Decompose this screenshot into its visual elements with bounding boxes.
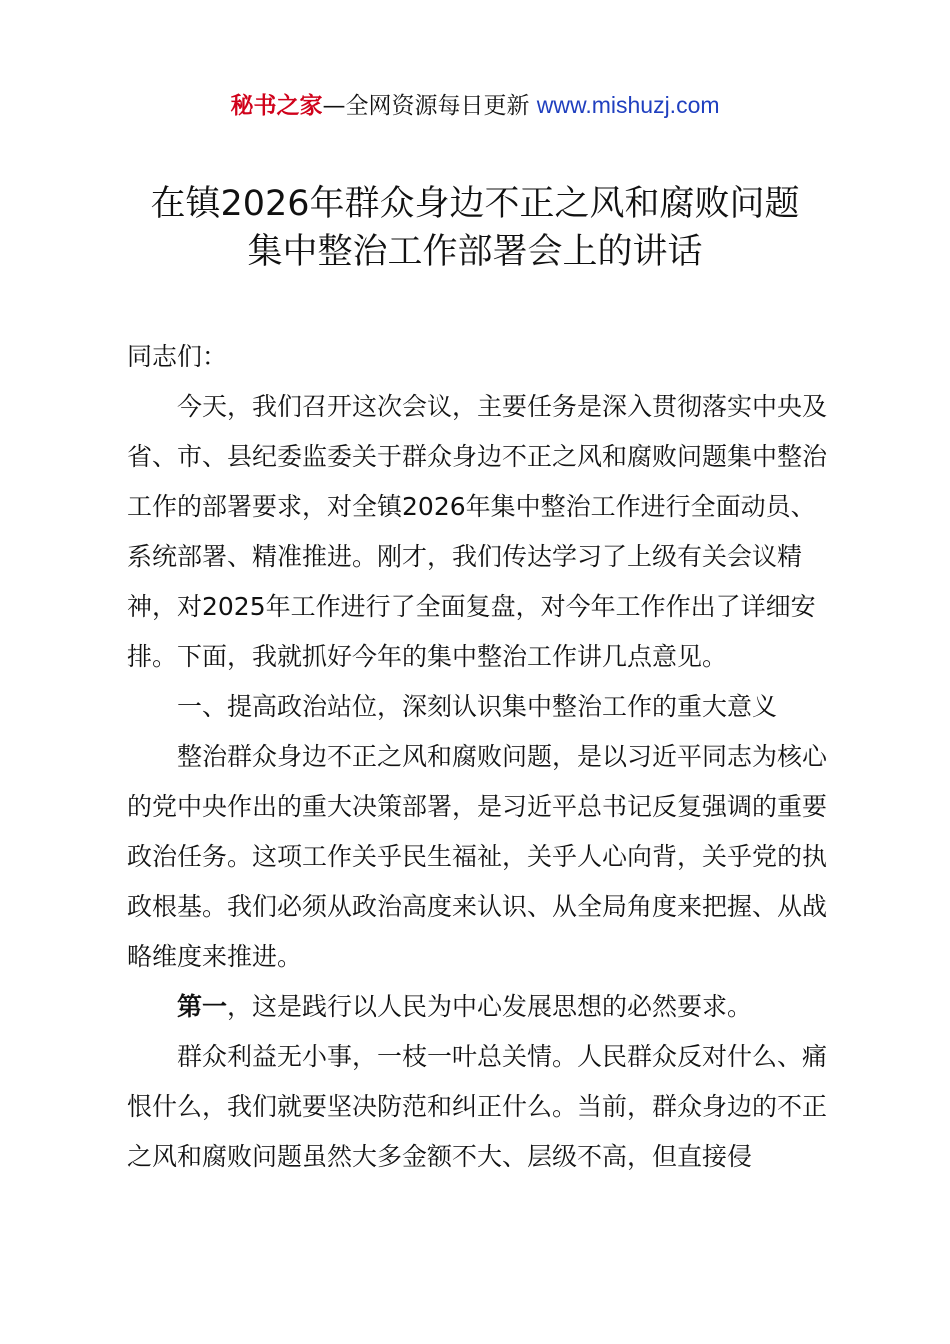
site-header	[0, 88, 950, 123]
title-line-1: 在镇2026年群众身边不正之风和腐败问题	[150, 184, 800, 224]
salutation: 同志们：	[127, 342, 228, 371]
point-1-label: 第一	[177, 992, 228, 1021]
paragraph-people-interest: 群众利益无小事，一枝一叶总关情。人民群众反对什么、痛恨什么，我们就要坚决防范和纠正什么。当前，群众身边的不正之风和腐败问题虽然大多金额不大、层级不高，但直接侵	[127, 1042, 828, 1171]
section-heading-1: 一、提高政治站位，深刻认识集中整治工作的重大意义	[177, 692, 778, 721]
paragraph-intro: 今天，我们召开这次会议，主要任务是深入贯彻落实中央及省、市、县纪委监委关于群众身边不正之风和腐败问题集中整治工作的部署要求，对全镇2026年集中整治工作进行全面动员、系统部署、精准推进。刚才，我们传达学习了上级有关会议精神，对2025年工作进行了全面复盘，对今年工作作出了详细安排。下面，我就抓好今年的集中整治工作讲几点意见。	[127, 392, 828, 671]
site-tagline: —全网资源每日更新	[322, 93, 537, 119]
site-brand: 秘书之家	[230, 93, 323, 119]
site-url-link[interactable]: www.mishuzj.com	[536, 92, 720, 118]
point-1	[127, 982, 833, 1032]
document-body	[127, 332, 833, 1182]
paragraph-significance: 整治群众身边不正之风和腐败问题，是以习近平同志为核心的党中央作出的重大决策部署，是习近平总书记反复强调的重要政治任务。这项工作关乎民生福祉，关乎人心向背，关乎党的执政根基。我们必须从政治高度来认识、从全局角度来把握、从战略维度来推进。	[127, 742, 828, 971]
document-title	[0, 180, 950, 276]
title-line-2: 集中整治工作部署会上的讲话	[247, 232, 703, 272]
point-1-text: ，这是践行以人民为中心发展思想的必然要求。	[227, 992, 753, 1021]
